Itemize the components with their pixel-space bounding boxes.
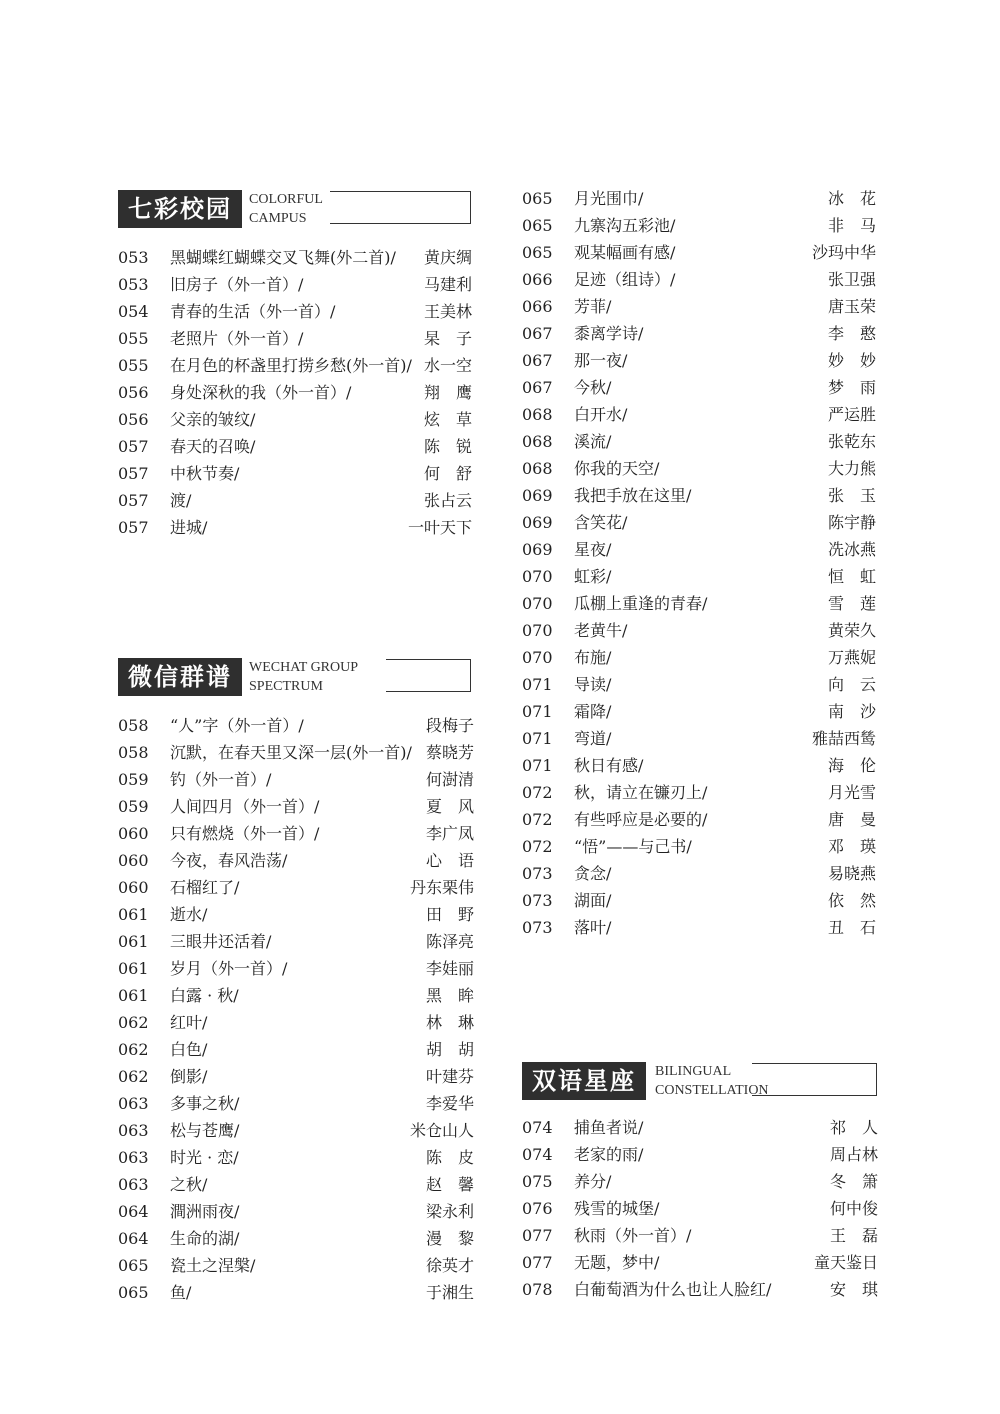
entry-author: 邓 瑛 [827,837,876,856]
page-number: 070 [522,621,553,640]
entry-author: 何澍清 [425,770,474,789]
entry-author: 蔡晓芳 [425,743,474,762]
entry-author: 易晓燕 [827,864,876,883]
entry-title: 老黄牛/ [574,621,628,640]
entry-title: 生命的湖/ [170,1229,240,1248]
toc-entry[interactable] [522,185,876,212]
entry-author: 非 马 [827,216,876,235]
entry-author: 冰 花 [827,189,876,208]
entry-author: 何中俊 [829,1199,878,1218]
entry-author: 张 玉 [827,486,876,505]
entry-author: 雪 莲 [827,594,876,613]
page-number: 065 [522,216,553,235]
entry-title: 秋雨（外一首）/ [574,1226,692,1245]
entry-author: 黑 眸 [425,986,474,1005]
section-wechat-group-spectrum [118,658,474,1302]
page-number: 053 [118,248,149,267]
page-number: 059 [118,770,149,789]
entry-title: 观某幅画有感/ [574,243,676,262]
section-header [522,1062,878,1102]
page-number: 070 [522,648,553,667]
entry-title: 青春的生活（外一首）/ [170,302,336,321]
page-number: 061 [118,959,149,978]
toc-entry[interactable] [522,239,876,266]
toc-entry[interactable] [522,266,876,293]
entry-title: 渡/ [170,491,192,510]
toc-entry[interactable] [522,914,876,941]
toc-entry[interactable] [118,460,472,487]
entry-author: 翔 鹰 [423,383,472,402]
toc-entry[interactable] [118,1063,474,1090]
page-number: 072 [522,810,553,829]
toc-entry[interactable] [522,725,876,752]
toc-entry[interactable] [522,374,876,401]
entry-title: 弯道/ [574,729,612,748]
toc-entry[interactable] [118,1117,474,1144]
entry-author: 海 伦 [827,756,876,775]
page-number: 061 [118,986,149,1005]
entry-list [118,712,474,1306]
entry-author: 丑 石 [827,918,876,937]
toc-entry[interactable] [522,698,876,725]
page-number: 078 [522,1280,553,1299]
page-number: 069 [522,513,553,532]
toc-entry[interactable] [522,1114,878,1141]
toc-entry[interactable] [522,1168,878,1195]
toc-entry[interactable] [522,806,876,833]
entry-title: 白葡萄酒为什么也让人脸红/ [574,1280,772,1299]
entry-author: 黄庆绸 [423,248,472,267]
toc-entry[interactable] [522,482,876,509]
entry-list [522,185,876,941]
entry-author: 林 琳 [425,1013,474,1032]
page-number: 055 [118,329,149,348]
page-number: 071 [522,675,553,694]
entry-title: 我把手放在这里/ [574,486,692,505]
section-header-frame [330,191,471,224]
entry-author: 李 憨 [827,324,876,343]
page-number: 074 [522,1118,553,1137]
page-number: 069 [522,486,553,505]
section-header-frame [386,659,471,692]
entry-title: 白色/ [170,1040,208,1059]
page-number: 063 [118,1094,149,1113]
page-number: 061 [118,932,149,951]
page-number: 068 [522,459,553,478]
entry-title: 秋日有感/ [574,756,644,775]
toc-entry[interactable] [522,833,876,860]
entry-title: 捕鱼者说/ [574,1118,644,1137]
entry-author: 周占林 [829,1145,878,1164]
page-number: 063 [118,1121,149,1140]
page-number: 062 [118,1013,149,1032]
entry-title: 白露 · 秋/ [170,986,239,1005]
entry-title: 澗洲雨夜/ [170,1202,240,1221]
entry-title: 之秋/ [170,1175,208,1194]
toc-entry[interactable] [118,820,474,847]
toc-entry[interactable] [522,1276,878,1303]
page-number: 060 [118,851,149,870]
page-number: 064 [118,1229,149,1248]
entry-author: 杲 子 [423,329,472,348]
page-number: 062 [118,1067,149,1086]
entry-title: 老照片（外一首）/ [170,329,304,348]
page-number: 075 [522,1172,553,1191]
toc-entry[interactable] [522,536,876,563]
section-english-title-line1: BILINGUAL [655,1064,732,1079]
page-number: 058 [118,716,149,735]
toc-entry[interactable] [522,617,876,644]
page-number: 073 [522,918,553,937]
section-english-title-line1: COLORFUL [249,192,323,207]
page-number: 070 [522,594,553,613]
entry-author: 田 野 [425,905,474,924]
entry-author: 陈泽亮 [425,932,474,951]
section-english-title-line1: WECHAT GROUP [249,660,359,675]
entry-author: 李娃丽 [425,959,474,978]
entry-author: 赵 馨 [425,1175,474,1194]
entry-title: 黍离学诗/ [574,324,644,343]
page-number: 074 [522,1145,553,1164]
page-number: 077 [522,1226,553,1245]
toc-entry[interactable] [118,1090,474,1117]
entry-author: 徐英才 [425,1256,474,1275]
entry-title: 霜降/ [574,702,612,721]
entry-title: 瓜棚上重逢的青春/ [574,594,708,613]
entry-title: 足迹（组诗）/ [574,270,676,289]
entry-author: 漫 黎 [425,1229,474,1248]
entry-author: 梦 雨 [827,378,876,397]
entry-list [118,244,472,541]
page-number: 059 [118,797,149,816]
page-number: 070 [522,567,553,586]
toc-entry[interactable] [522,887,876,914]
toc-entry[interactable] [522,320,876,347]
section-title: 七彩校园 [118,190,242,228]
entry-author: 王美林 [423,302,472,321]
entry-title: 芳菲/ [574,297,612,316]
section-english-title-line2: CONSTELLATION [655,1083,769,1098]
page-number: 066 [522,297,553,316]
toc-entry[interactable] [118,1144,474,1171]
toc-entry[interactable] [118,487,472,514]
entry-author: 何 舒 [423,464,472,483]
entry-title: 今夜，春风浩荡/ [170,851,288,870]
entry-author: 张乾东 [827,432,876,451]
toc-entry[interactable] [522,293,876,320]
toc-entry[interactable] [118,1009,474,1036]
entry-author: 于湘生 [425,1283,474,1302]
page-number: 065 [522,243,553,262]
entry-author: 依 然 [827,891,876,910]
page-number: 073 [522,864,553,883]
entry-author: 唐玉荣 [827,297,876,316]
entry-title: 养分/ [574,1172,612,1191]
toc-entry[interactable] [118,766,474,793]
toc-entry[interactable] [522,752,876,779]
page-number: 067 [522,378,553,397]
entry-title: 你我的天空/ [574,459,660,478]
entry-title: 沉默，在春天里又深一层(外一首)/ [170,743,412,762]
entry-author: 妙 妙 [827,351,876,370]
toc-entry[interactable] [522,1195,878,1222]
toc-entry[interactable] [522,1249,878,1276]
section-title: 微信群谱 [118,658,242,696]
page-number: 072 [522,783,553,802]
section-header [118,658,474,698]
page-number: 065 [118,1283,149,1302]
toc-entry[interactable] [522,1141,878,1168]
toc-entry[interactable] [118,1225,474,1252]
page-number: 068 [522,432,553,451]
entry-title: 秋，请立在镰刃上/ [574,783,708,802]
entry-title: 溪流/ [574,432,612,451]
entry-author: 陈宇静 [827,513,876,532]
page-number: 071 [522,702,553,721]
entry-title: 在月色的杯盏里打捞乡愁(外一首)/ [170,356,412,375]
toc-entry[interactable] [522,779,876,806]
page-number: 076 [522,1199,553,1218]
entry-author: 胡 胡 [425,1040,474,1059]
entry-title: 人间四月（外一首）/ [170,797,320,816]
entry-title: 贪念/ [574,864,612,883]
entry-author: 冼冰燕 [827,540,876,559]
toc-entry[interactable] [118,874,474,901]
entry-title: 导读/ [574,675,612,694]
entry-author: 一叶天下 [407,518,472,537]
entry-title: 中秋节奏/ [170,464,240,483]
entry-author: 米仓山人 [409,1121,474,1140]
entry-title: 那一夜/ [574,351,628,370]
entry-title: 黑蝴蝶红蝴蝶交叉飞舞(外二首)/ [170,248,396,267]
page-number: 077 [522,1253,553,1272]
page-number: 055 [118,356,149,375]
entry-author: 段梅子 [425,716,474,735]
toc-entry[interactable] [118,1171,474,1198]
entry-author: 雅喆西鸶 [811,729,876,748]
toc-entry[interactable] [118,955,474,982]
toc-entry[interactable] [118,1279,474,1306]
toc-entry[interactable] [522,212,876,239]
toc-entry[interactable] [522,347,876,374]
toc-entry[interactable] [118,244,472,271]
entry-title: 含笑花/ [574,513,628,532]
section-header [118,190,472,230]
toc-entry[interactable] [118,514,472,541]
entry-author: 张卫强 [827,270,876,289]
entry-title: 星夜/ [574,540,612,559]
entry-title: 石榴红了/ [170,878,240,897]
section-title: 双语星座 [522,1062,646,1100]
entry-title: 旧房子（外一首）/ [170,275,304,294]
section-bilingual-constellation [522,1062,878,1299]
toc-entry[interactable] [118,325,472,352]
toc-entry[interactable] [522,1222,878,1249]
entry-title: 多事之秋/ [170,1094,240,1113]
toc-entry[interactable] [118,982,474,1009]
toc-entry[interactable] [522,563,876,590]
entry-title: 父亲的皱纹/ [170,410,256,429]
entry-title: 虹彩/ [574,567,612,586]
entry-author: 向 云 [827,675,876,694]
entry-author: 李广凤 [425,824,474,843]
entry-author: 安 琪 [829,1280,878,1299]
entry-title: 春天的召唤/ [170,437,256,456]
entry-title: 湖面/ [574,891,612,910]
entry-author: 唐 曼 [827,810,876,829]
entry-author: 冬 箫 [829,1172,878,1191]
entry-title: 无题，梦中/ [574,1253,660,1272]
page-number: 062 [118,1040,149,1059]
entry-title: 时光 · 恋/ [170,1148,239,1167]
page-number: 064 [118,1202,149,1221]
entry-author: 夏 风 [425,797,474,816]
toc-entry[interactable] [522,401,876,428]
entry-author: 叶建芬 [425,1067,474,1086]
page-number: 057 [118,491,149,510]
page-number: 063 [118,1175,149,1194]
page-number: 056 [118,383,149,402]
page-number: 061 [118,905,149,924]
page-number: 069 [522,540,553,559]
toc-entry[interactable] [522,590,876,617]
entry-title: 有些呼应是必要的/ [574,810,708,829]
page-number: 056 [118,410,149,429]
page-number: 071 [522,756,553,775]
page-number: 065 [522,189,553,208]
page-number: 054 [118,302,149,321]
entry-author: 黄荣久 [827,621,876,640]
entry-author: 万燕妮 [827,648,876,667]
toc-entry[interactable] [118,298,472,325]
entry-author: 王 磊 [829,1226,878,1245]
page-number: 057 [118,518,149,537]
entry-title: 瓷土之涅槃/ [170,1256,256,1275]
entry-author: 张占云 [423,491,472,510]
page-number: 067 [522,351,553,370]
page-number: 071 [522,729,553,748]
page-number: 065 [118,1256,149,1275]
page-number: 063 [118,1148,149,1167]
entry-title: 三眼井还活着/ [170,932,272,951]
entry-author: 水一空 [423,356,472,375]
entry-title: 进城/ [170,518,208,537]
toc-entry[interactable] [118,793,474,820]
toc-entry[interactable] [118,1198,474,1225]
entry-title: “人”字（外一首）/ [170,716,304,735]
entry-title: 逝水/ [170,905,208,924]
entry-author: 李爱华 [425,1094,474,1113]
entry-title: 身处深秋的我（外一首）/ [170,383,352,402]
section-english-title-line2: SPECTRUM [249,679,323,694]
toc-entry[interactable] [522,671,876,698]
toc-entry[interactable] [522,428,876,455]
toc-entry[interactable] [118,433,472,460]
toc-entry[interactable] [522,644,876,671]
entry-title: 残雪的城堡/ [574,1199,660,1218]
page-number: 072 [522,837,553,856]
toc-entry[interactable] [118,739,474,766]
entry-title: 松与苍鹰/ [170,1121,240,1140]
section-english-title-line2: CAMPUS [249,211,307,226]
entry-title: 倒影/ [170,1067,208,1086]
page-number: 060 [118,824,149,843]
entry-author: 恒 虹 [827,567,876,586]
section-header-frame [752,1063,877,1096]
page-number: 058 [118,743,149,762]
toc-entry[interactable] [118,1252,474,1279]
entry-author: 马建利 [423,275,472,294]
entry-author: 陈 锐 [423,437,472,456]
entry-title: 红叶/ [170,1013,208,1032]
entry-author: 大力熊 [827,459,876,478]
toc-entry[interactable] [118,406,472,433]
entry-author: 沙玛中华 [811,243,876,262]
entry-author: 心 语 [425,851,474,870]
entry-title: 岁月（外一首）/ [170,959,288,978]
entry-title: 只有燃烧（外一首）/ [170,824,320,843]
toc-entry[interactable] [118,1036,474,1063]
entry-title: “悟”——与己书/ [574,837,692,856]
toc-entry[interactable] [118,712,474,739]
entry-title: 落叶/ [574,918,612,937]
page-number: 060 [118,878,149,897]
page-number: 066 [522,270,553,289]
entry-author: 童天鉴日 [813,1253,878,1272]
entry-list [522,1114,878,1303]
entry-title: 白开水/ [574,405,628,424]
page-number: 053 [118,275,149,294]
toc-entry[interactable] [118,271,472,298]
toc-entry[interactable] [522,860,876,887]
section-colorful-campus [118,190,472,537]
toc-entry[interactable] [118,847,474,874]
entry-title: 九寨沟五彩池/ [574,216,676,235]
entry-author: 严运胜 [827,405,876,424]
toc-entry[interactable] [118,928,474,955]
page-number: 057 [118,464,149,483]
entry-author: 祁 人 [829,1118,878,1137]
entry-title: 今秋/ [574,378,612,397]
toc-entry[interactable] [522,509,876,536]
entry-author: 南 沙 [827,702,876,721]
entry-title: 鱼/ [170,1283,192,1302]
entry-author: 丹东栗伟 [409,878,474,897]
page-number: 068 [522,405,553,424]
entry-title: 钓（外一首）/ [170,770,272,789]
entry-title: 月光围巾/ [574,189,644,208]
toc-entry[interactable] [118,352,472,379]
entry-title: 布施/ [574,648,612,667]
entry-title: 老家的雨/ [574,1145,644,1164]
entry-author: 月光雪 [827,783,876,802]
page-number: 073 [522,891,553,910]
toc-entry[interactable] [118,379,472,406]
entry-author: 梁永利 [425,1202,474,1221]
toc-entry[interactable] [118,901,474,928]
entry-author: 陈 皮 [425,1148,474,1167]
page-number: 057 [118,437,149,456]
toc-entry[interactable] [522,455,876,482]
page-number: 067 [522,324,553,343]
entry-author: 炫 草 [423,410,472,429]
